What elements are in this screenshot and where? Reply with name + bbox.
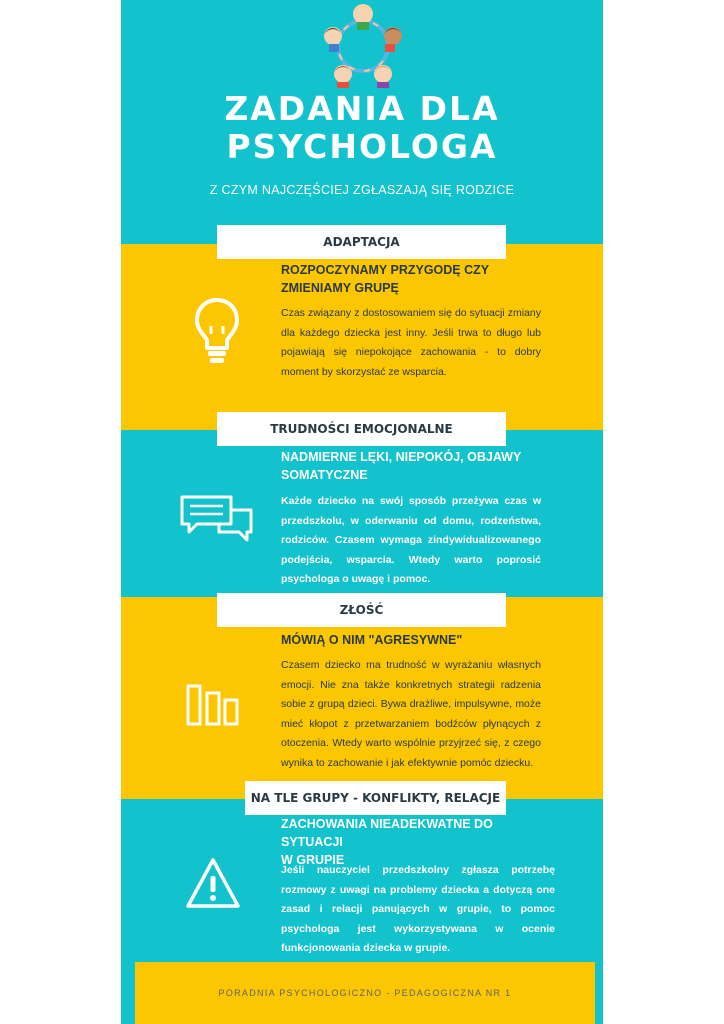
section-label-trudnosci: TRUDNOŚCI EMOCJONALNE [217,412,506,446]
section-body-trudnosci: Każde dziecko na swój sposób przeżywa czas w przedszkolu, w oderwaniu od domu, rodzeństwa, rodziców. Czasem wymaga zindywidualizowanego podejścia, wsparcia. Wtedy warto poprosić psychologa o uwagę i pomoc. [281,495,541,585]
section-body-adaptacja: Czas związany z dostosowaniem się do sytuacji zmiany dla każdego dziecka jest inny. Jeśli trwa to długo lub pojawiają się niepokojące zachowania - to dobry moment by skorzystać ze wsparcia. [281,307,541,378]
heading-line-1: NADMIERNE LĘKI, NIEPOKÓJ, OBJAWY [281,450,522,464]
children-circle-icon [317,2,409,90]
section-heading-zlosc [281,631,551,649]
heading-line-2: ZMIENIAMY GRUPĘ [281,281,399,295]
page-subtitle: Z CZYM NAJCZĘŚCIEJ ZGŁASZAJĄ SIĘ RODZICE [209,183,515,197]
section-heading-trudnosci [281,448,551,484]
footer [135,962,595,1024]
section-body-grupa: Jeśli nauczyciel przedszkolny zgłasza potrzebę rozmowy z uwagi na problemy dziecka a dotyczą one zasad i relacji panujących w grupie, to pomoc psychologa jest wykorzystywana w ocenie funkcjonowania dziecka w grupie. [281,864,555,954]
heading-line-1: ZACHOWANIA NIEADEKWATNE DO SYTUACJI [281,817,493,849]
title-line-1: ZADANIA DLA [224,89,500,128]
section-label-zlosc: ZŁOŚĆ [217,593,506,627]
warning-icon [185,856,241,910]
section-label-grupa: NA TLE GRUPY - KONFLIKTY, RELACJE [245,781,506,815]
heading-line-2: W GRUPIE [281,853,345,867]
section-body-zlosc: Czasem dziecko ma trudność w wyrażaniu własnych emocji. Nie zna także konkretnych strategii radzenia sobie z grupą dzieci. Bywa drażliwe, impulsywne, może mieć kłopot z przetwarzaniem bodźców płynących z otoczenia. Wtedy warto wspólnie przyjrzeć się, z czego wynika to zachowanie i jak efektywnie pomóc dziecku. [281,659,541,769]
footer-text: PORADNIA PSYCHOLOGICZNO - PEDAGOGICZNA NR 1 [218,988,512,998]
lightbulb-icon [193,296,241,368]
section-heading-adaptacja [281,261,551,297]
infographic-page [121,0,603,1024]
heading-line-1: MÓWIĄ O NIM "AGRESYWNE" [281,633,463,647]
heading-line-1: ROZPOCZYNAMY PRZYGODĘ CZY [281,263,490,277]
page-title [121,90,603,166]
chat-bubbles-icon [179,494,255,544]
bar-chart-icon [185,683,241,727]
heading-line-2: SOMATYCZNE [281,468,368,482]
title-line-2: PSYCHOLOGA [226,127,498,166]
section-label-adaptacja: ADAPTACJA [217,225,506,259]
